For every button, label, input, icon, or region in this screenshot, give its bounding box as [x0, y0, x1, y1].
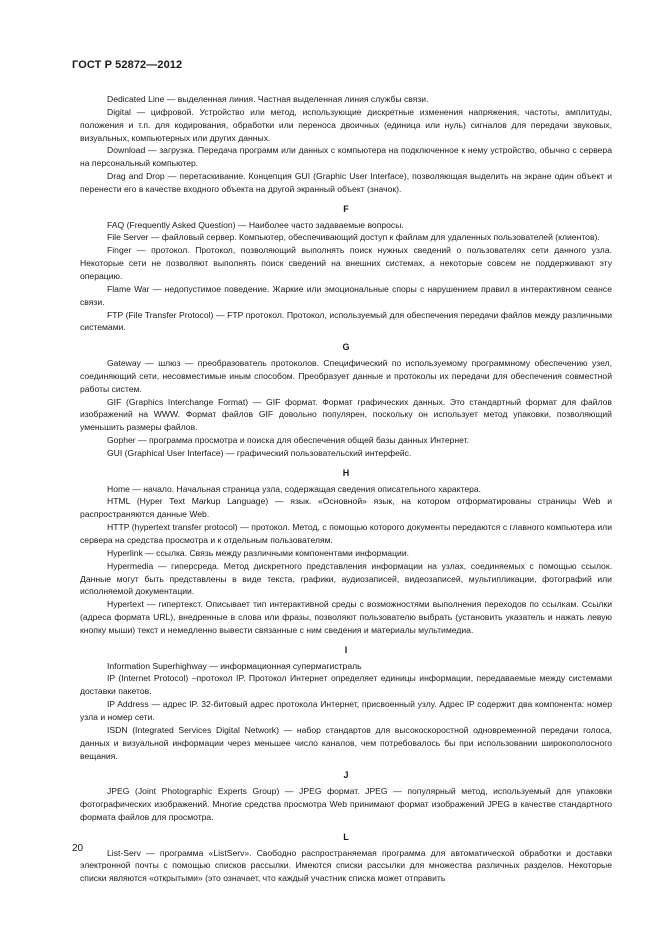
- glossary-entry: JPEG (Joint Photographic Experts Group) — JPEG формат. JPEG — популярный метод, используемый для упаковки фотографических изображений. Многие средства просмотра Web принимают формат изображений JPEG в качестве стандартного формата файлов для просмотра.: [80, 786, 612, 822]
- glossary-entry: Hypermedia — гиперсреда. Метод дискретного представления информации на узлах, соединяемых с помощью ссылок. Данные могут быть представлены в виде текста, графики, аудиозаписей, видеозаписей, мультипликации, фотографий или исполняемой документации.: [80, 560, 612, 597]
- glossary-entry: GIF (Graphics Interchange Format) — GIF формат. Формат графических данных. Это стандартный формат для файлов изображений на WWW. Формат файлов GIF довольно популярен, поскольку он использует метод упаковки, позволяющий уменьшить размеры файлов.: [80, 396, 612, 433]
- glossary-entry: ISDN (Integrated Services Digital Network) — набор стандартов для высокоскоростной одновременной передачи голоса, данных и визуальной информации через меньшее число каналов, чем потребовалось бы при использовании широкополосного вещания.: [80, 724, 612, 761]
- glossary-entry: Drag and Drop — перетаскивание. Концепция GUI (Graphic User Interface), позволяющая выделить на экране один объект и перенести его в качестве входного объекта на другой экранный объект (значок).: [80, 171, 612, 194]
- section-letter-heading: F: [343, 203, 349, 214]
- glossary-entry: FAQ (Frequently Asked Question) — Наиболее часто задаваемые вопросы.: [107, 219, 404, 230]
- section-letter-heading: J: [343, 770, 349, 781]
- glossary-entry: HTML (Hyper Text Markup Language) — язык. «Основной» язык, на котором отформатированы страницы Web и распространяются данные Web.: [80, 496, 612, 520]
- glossary-entry: Information Superhighway — информационная супермагистраль: [107, 660, 362, 671]
- glossary-entry: FTP (File Transfer Protocol) — FTP протокол. Протокол, используемый для обеспечения передачи файлов между различными системами.: [80, 309, 612, 333]
- page-number: 20: [72, 843, 84, 854]
- glossary-entry: GUI (Graphical User Interface) — графический пользовательский интерфейс.: [107, 447, 412, 458]
- section-letter-heading: I: [344, 644, 348, 655]
- glossary-entry: Dedicated Line — выделенная линия. Частная выделенная линия службы связи.: [107, 94, 429, 104]
- glossary-entry: Gopher — программа просмотра и поиска для обеспечения общей базы данных Интернет.: [107, 435, 470, 446]
- section-letter-heading: L: [343, 831, 349, 842]
- glossary-entry: Download — загрузка. Передача программ или данных с компьютера на подключенное к нему устройство, обычно с сервера на персональный компьютер.: [80, 145, 612, 169]
- section-letter-heading: H: [342, 467, 350, 478]
- glossary-entry: Hyperlink — ссылка. Связь между различными компонентами информации.: [107, 547, 410, 558]
- glossary-entry: Finger — протокол. Протокол, позволяющий выполнять поиск нужных сведений о пользователях сети данного узла. Некоторые сети не позволяют выполнять поиск сведений на внешних системах, а некоторые совсем не поддерживают эту операцию.: [80, 245, 612, 281]
- glossary-content: [80, 93, 612, 885]
- document-header-title: ГОСТ Р 52872—2012: [72, 59, 183, 71]
- glossary-entry: Hypertext — гипертекст. Описывает тип интерактивной среды с возможностями выполнения переходов по ссылкам. Ссылки (адреса формата URL), внедренные в слова или фразы, позволяют пользователю выбрать (установить указатель и нажать левую кнопку мыши) текст и немедленно вывести связанные с ним сведения и материалы мультимедиа.: [80, 599, 612, 635]
- glossary-entry: File Server — файловый сервер. Компьютер, обеспечивающий доступ к файлам для удаленных пользователей (клиентов).: [107, 232, 600, 243]
- glossary-entry: Flame War — недопустимое поведение. Жаркие или эмоциональные споры с нарушением правил в интерактивном сеансе связи.: [80, 283, 612, 307]
- glossary-entry: Gateway — шлюз — преобразователь протоколов. Специфический по используемому программному обеспечению узел, соединяющий сети, несовместимые иным способом. Преобразует данные и протоколы их передачи для обеспечения совместной работы систем.: [80, 358, 612, 394]
- glossary-entry: IP (Internet Protocol) –протокол IP. Протокол Интернет определяет единицы информации, передаваемые между системами доставки пакетов.: [80, 673, 612, 697]
- glossary-entry: HTTP (hypertext transfer protocol) — протокол. Метод, с помощью которого документы передаются с главного компьютера или сервера на средства просмотра и к отдельным пользователям.: [80, 522, 612, 545]
- glossary-entry: Digital — цифровой. Устройство или метод, использующие дискретные изменения напряжения, частоты, амплитуды, положения и т.п. для кодирования, обработки или переноса двоичных (единица или нуль) сигналов для передачи звуковых, визуальных, компьютерных или других данных.: [80, 106, 612, 143]
- glossary-entry: Home — начало. Начальная страница узла, содержащая сведения описательного характера.: [107, 483, 482, 494]
- glossary-entry: List-Serv — программа «ListServ». Свободно распространяемая программа для автоматической обработки и доставки электронной почты с помощью списков рассылки. Имеются списки рассылки для множества различных разделов. Некоторые списки являются «открытыми» (это означает, что каждый участник списка может отправить: [80, 847, 612, 884]
- section-letter-heading: G: [342, 342, 350, 353]
- glossary-entry: IP Address — адрес IP. 32-битовый адрес протокола Интернет, присвоенный узлу. Адрес IP содержит два компонента: номер узла и номер сети.: [80, 699, 612, 722]
